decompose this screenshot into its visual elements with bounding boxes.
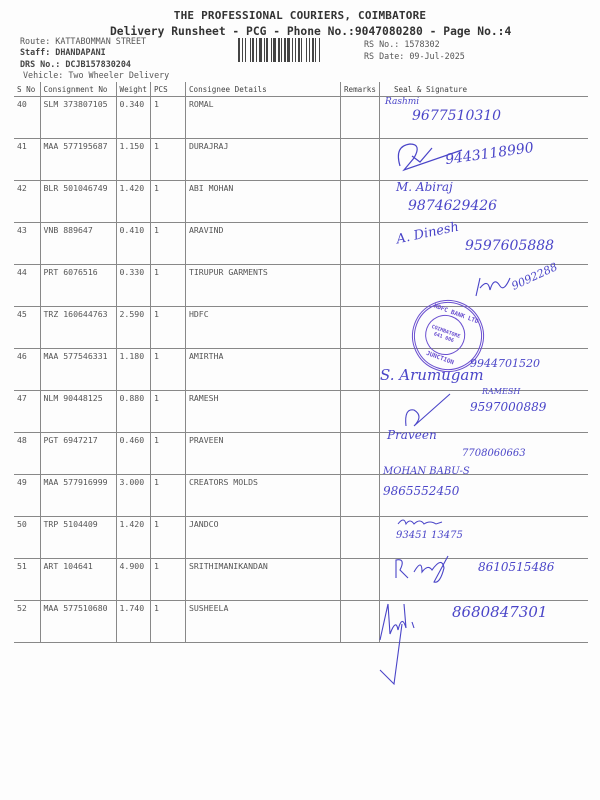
barcode-bar	[312, 38, 314, 62]
vehicle: Vehicle: Two Wheeler Delivery	[23, 70, 170, 80]
cell-consignee: SRITHIMANIKANDAN	[185, 559, 340, 601]
cell-consignee: ABI MOHAN	[185, 181, 340, 223]
cell-consignee: RAMESH	[185, 391, 340, 433]
cell-consignment-no: TRP 5104409	[40, 517, 116, 559]
table-row	[14, 307, 588, 349]
cell-pcs: 1	[150, 265, 185, 307]
cell-remarks	[340, 307, 379, 349]
barcode-bar	[242, 38, 243, 62]
barcode-bar	[259, 38, 262, 62]
cell-seal-signature	[379, 307, 588, 349]
table-row	[14, 181, 588, 223]
cell-consignee: SUSHEELA	[185, 601, 340, 643]
cell-weight: 1.150	[116, 139, 150, 181]
cell-pcs: 1	[150, 181, 185, 223]
route: Route: KATTABOMMAN STREET	[20, 36, 147, 46]
table-row	[14, 517, 588, 559]
signature-r44-phone: 9092288	[509, 260, 560, 293]
cell-sno: 47	[14, 391, 40, 433]
barcode-bar	[264, 38, 265, 62]
stamp-inner-text: COIMBATORE 641 006	[430, 324, 461, 345]
cell-consignment-no: PGT 6947217	[40, 433, 116, 475]
cell-weight: 2.590	[116, 307, 150, 349]
barcode-bar	[278, 38, 280, 62]
cell-consignment-no: TRZ 160644763	[40, 307, 116, 349]
cell-sno: 50	[14, 517, 40, 559]
cell-consignment-no: SLM 373807105	[40, 97, 116, 139]
cell-consignee: PRAVEEN	[185, 433, 340, 475]
barcode-bar	[284, 38, 286, 62]
cell-remarks	[340, 265, 379, 307]
cell-consignee: ROMAL	[185, 97, 340, 139]
signature-r47-phone: 9597000889	[470, 400, 547, 414]
signature-r40-phone: 9677510310	[412, 108, 502, 124]
barcode-bar	[256, 38, 257, 62]
cell-consignment-no: MAA 577916999	[40, 475, 116, 517]
signature-r51-mark	[392, 550, 477, 590]
cell-sno: 51	[14, 559, 40, 601]
cell-remarks	[340, 391, 379, 433]
barcode-bar	[315, 38, 316, 62]
barcode-bar	[306, 38, 307, 62]
cell-consignment-no: VNB 889647	[40, 223, 116, 265]
col-consignee-details: Consignee Details	[185, 82, 340, 97]
barcode-bar	[281, 38, 282, 62]
signature-r52-mark	[374, 594, 444, 694]
cell-pcs: 1	[150, 517, 185, 559]
cell-pcs: 1	[150, 223, 185, 265]
barcode-bar	[245, 38, 246, 62]
cell-weight: 3.000	[116, 475, 150, 517]
barcode-bar	[301, 38, 302, 62]
cell-sno: 46	[14, 349, 40, 391]
stamp-text: HDFC BANK LTD	[432, 302, 480, 326]
table-row	[14, 97, 588, 139]
cell-consignment-no: ART 104641	[40, 559, 116, 601]
signature-r51-phone: 8610515486	[478, 560, 555, 574]
cell-consignment-no: MAA 577510680	[40, 601, 116, 643]
cell-weight: 0.410	[116, 223, 150, 265]
barcode-bar	[250, 38, 251, 62]
cell-pcs: 1	[150, 97, 185, 139]
staff: Staff: DHANDAPANI	[20, 47, 106, 57]
signature-r41-phone: 9443118990	[444, 139, 535, 169]
cell-pcs: 1	[150, 433, 185, 475]
cell-remarks	[340, 181, 379, 223]
signature-r49-phone: 9865552450	[383, 484, 460, 498]
barcode-bar	[287, 38, 290, 62]
cell-weight: 0.330	[116, 265, 150, 307]
cell-sno: 49	[14, 475, 40, 517]
barcode-bar	[271, 38, 272, 62]
cell-pcs: 1	[150, 559, 185, 601]
cell-consignee: CREATORS MOLDS	[185, 475, 340, 517]
drs-no: DRS No.: DCJB157830204	[20, 59, 131, 69]
signature-r47-name: RAMESH	[482, 387, 521, 396]
barcode-bar	[309, 38, 310, 62]
cell-consignee: ARAVIND	[185, 223, 340, 265]
col-remarks: Remarks	[340, 82, 379, 97]
cell-weight: 1.420	[116, 181, 150, 223]
cell-sno: 45	[14, 307, 40, 349]
col-sno: S No	[14, 82, 40, 97]
cell-pcs: 1	[150, 307, 185, 349]
signature-r47-mark	[400, 390, 460, 430]
signature-r42-phone: 9874629426	[408, 198, 498, 214]
cell-remarks	[340, 475, 379, 517]
cell-weight: 0.880	[116, 391, 150, 433]
barcode	[238, 38, 358, 62]
cell-sno: 52	[14, 601, 40, 643]
cell-sno: 41	[14, 139, 40, 181]
cell-consignment-no: BLR 501046749	[40, 181, 116, 223]
cell-sno: 40	[14, 97, 40, 139]
cell-consignment-no: NLM 90448125	[40, 391, 116, 433]
cell-sno: 44	[14, 265, 40, 307]
cell-remarks	[340, 97, 379, 139]
cell-consignment-no: MAA 577546331	[40, 349, 116, 391]
signature-r40-name: Rashmi	[385, 97, 420, 107]
cell-remarks	[340, 433, 379, 475]
cell-sno: 48	[14, 433, 40, 475]
cell-consignee: HDFC	[185, 307, 340, 349]
signature-r52-phone: 8680847301	[452, 603, 548, 621]
cell-consignee: TIRUPUR GARMENTS	[185, 265, 340, 307]
cell-weight: 0.460	[116, 433, 150, 475]
signature-r42-name: M. Abiraj	[396, 180, 453, 194]
barcode-bar	[252, 38, 254, 62]
cell-weight: 1.420	[116, 517, 150, 559]
cell-weight: 1.740	[116, 601, 150, 643]
barcode-bar	[273, 38, 276, 62]
signature-r46-name: S. Arumugam	[380, 366, 484, 384]
cell-sno: 43	[14, 223, 40, 265]
signature-r44-mark	[474, 272, 514, 300]
cell-pcs: 1	[150, 139, 185, 181]
cell-consignee: AMIRTHA	[185, 349, 340, 391]
runsheet-subtitle: Delivery Runsheet - PCG - Phone No.:9047080280 - Page No.:4	[110, 25, 512, 38]
col-pcs: PCS	[150, 82, 185, 97]
cell-weight: 1.180	[116, 349, 150, 391]
signature-r50-phone: 93451 13475	[396, 530, 463, 541]
rs-no: RS No.: 1578302	[364, 39, 440, 49]
signature-r46-phone: 9944701520	[470, 357, 540, 370]
table-row	[14, 475, 588, 517]
cell-consignment-no: MAA 577195687	[40, 139, 116, 181]
cell-pcs: 1	[150, 601, 185, 643]
barcode-bar	[295, 38, 296, 62]
signature-r48-phone: 7708060663	[462, 448, 526, 459]
cell-remarks	[340, 517, 379, 559]
cell-remarks	[340, 139, 379, 181]
cell-weight: 0.340	[116, 97, 150, 139]
cell-remarks	[340, 349, 379, 391]
barcode-bar	[319, 38, 320, 62]
barcode-bar	[238, 38, 240, 62]
signature-r49-name: MOHAN BABU-S	[383, 466, 470, 477]
cell-weight: 4.900	[116, 559, 150, 601]
cell-consignment-no: PRT 6076516	[40, 265, 116, 307]
signature-r50-mark	[396, 514, 446, 530]
company-title: THE PROFESSIONAL COURIERS, COIMBATORE	[173, 9, 427, 22]
cell-pcs: 1	[150, 475, 185, 517]
cell-pcs: 1	[150, 349, 185, 391]
barcode-bar	[298, 38, 300, 62]
rs-date: RS Date: 09-Jul-2025	[364, 51, 465, 61]
col-consignment-no: Consignment No	[40, 82, 116, 97]
cell-remarks	[340, 223, 379, 265]
col-seal-signature: Seal & Signature	[379, 82, 588, 97]
table-header-row	[14, 82, 588, 97]
cell-consignee: DURAJRAJ	[185, 139, 340, 181]
col-weight: Weight	[116, 82, 150, 97]
signature-r43-name: A. Dinesh	[395, 219, 461, 248]
barcode-bar	[292, 38, 293, 62]
barcode-bar	[266, 38, 268, 62]
cell-pcs: 1	[150, 391, 185, 433]
cell-sno: 42	[14, 181, 40, 223]
signature-r43-phone: 9597605888	[465, 238, 555, 254]
cell-consignee: JANDCO	[185, 517, 340, 559]
signature-r48-name: Praveen	[387, 428, 437, 442]
stamp-bottom-text: JUNCTION	[425, 349, 455, 367]
